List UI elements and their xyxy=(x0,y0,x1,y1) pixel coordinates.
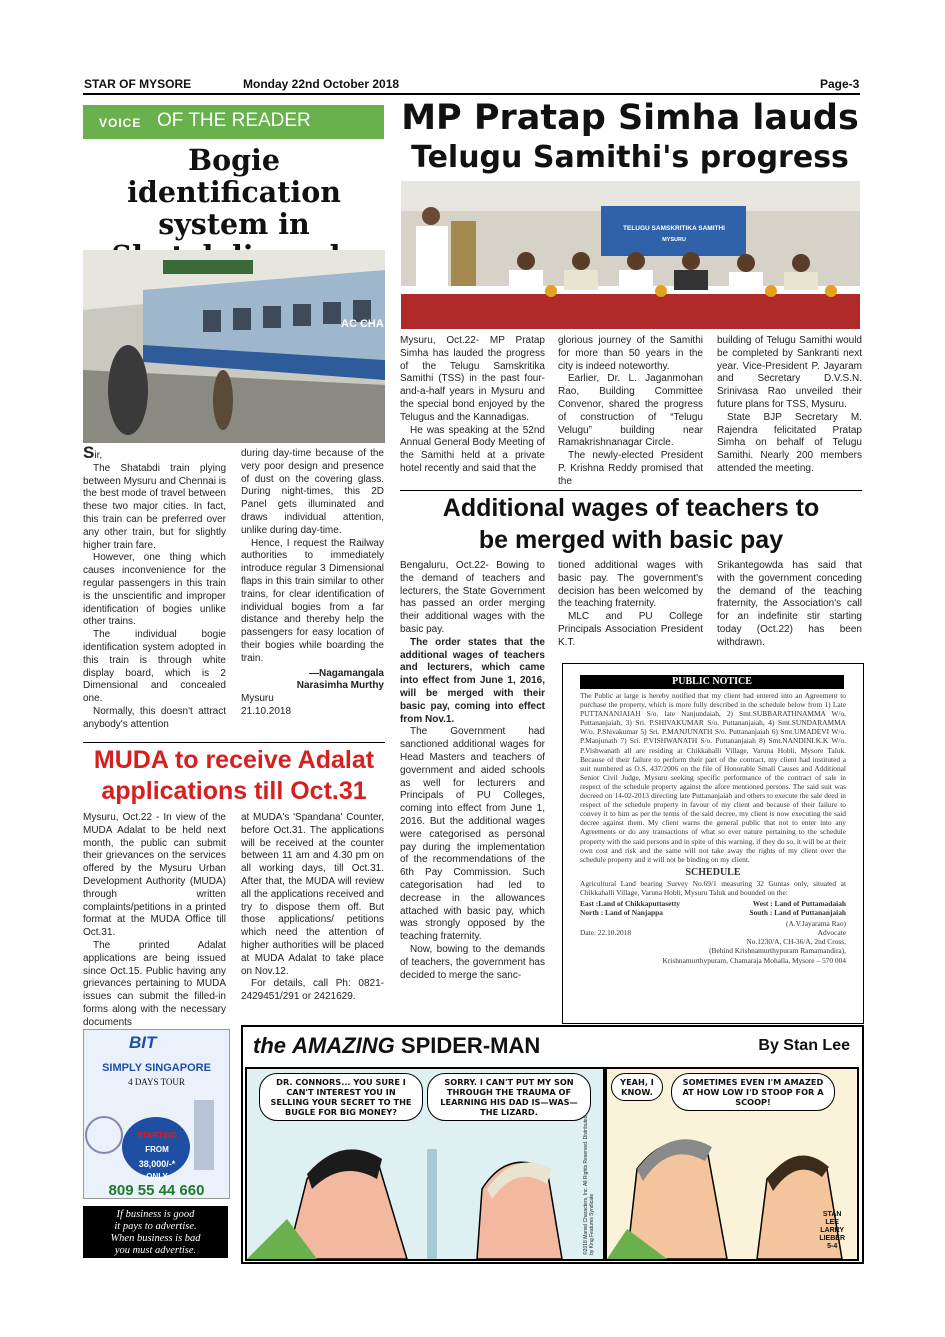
comic-title-the: the xyxy=(253,1033,286,1058)
comic-panel-1 xyxy=(245,1067,605,1261)
schedule-title: SCHEDULE xyxy=(685,866,741,878)
travel-ad xyxy=(83,1029,230,1199)
notice-date: Date: 22.10.2018 xyxy=(580,928,632,938)
comic-panel-2 xyxy=(605,1067,859,1261)
page-number: Page-3 xyxy=(820,77,860,91)
comic-title-amazing: AMAZING xyxy=(292,1033,395,1058)
comic-bubble: DR. CONNORS... YOU SURE I CAN'T INTEREST YOU IN SELLING YOUR SECRET TO THE BUGLE FOR BIG MONEY? xyxy=(259,1073,423,1121)
voice-para: The individual bogie identification system adopted in this train is through white display board, which is 2 Dimensional and concealed one. xyxy=(83,629,226,705)
comic-bubble: SOMETIMES EVEN I'M AMAZED AT HOW LOW I'D STOOP FOR A SCOOP! xyxy=(671,1073,835,1111)
salutation: ir, xyxy=(94,450,103,461)
muda-para: at MUDA's 'Spandana' Counter, before Oct.31. The applications will be received at the counter between 11 am and 4.30 pm on all working days, till Oct.31. After that, the MUDA will review all the applications received and try to dispose them off. But those applications/ petitions which need the attention of higher authorities will be placed at MUDA Adalat to take place on Nov.12. xyxy=(241,812,384,977)
wages-para: tioned additional wages with basic pay. The government's decision has been welcomed by the teaching fraternity. xyxy=(558,560,703,610)
simha-para: Mysuru, Oct.22- MP Pratap Simha has lauded the progress of the Telugu Samskritika Samithi (TSS) in the past four-and-a-half years in Mysuru and the special bond enjoyed by the Telugus and the Kannadigas. xyxy=(400,335,545,423)
ad-starting: STARTING xyxy=(136,1131,178,1140)
voice-col-1 xyxy=(83,443,226,732)
bound-north: North : Land of Nanjappa xyxy=(580,908,663,918)
voice-col-2 xyxy=(241,448,384,719)
meeting-photo xyxy=(401,181,860,329)
simha-para: State BJP Secretary M. Rajendra felicitated Pratap Simha on behalf of Telugu Samithi. Nearly 200 members attended the meeting. xyxy=(717,411,862,474)
notice-body: The Public at large is hereby notified that my client had entered into an Agreement to purchase the property, which is more fully described in the schedule below from 1) Late PUTTANANJAIAH S/o. late Nanjundaiah, 2) Smt.SUBBARATHNAMMA W/o. Puttananjaiah, 3) Sri. P.SHIVAKUMAR S/o. Puttananjaiah, 4) Smt.SUNDARAMMA W/o. P.Shivakumar 5) Sri. P.MANJUNATH S/o. Puttananjaiah 6) Smt.UMADEVI W/o. P.Manjunath 7) Sri. P.VISHWANATH S/o. Puttananjaiah 8) Smt.NANDINI.K.K W/o. P.Vishwanath all are residing at Chikkahalli Village, Varuna Hobli, Mysore Taluk. Because of their failure to perform their part of the contract, my client had instituted a suit numbered as O.S. 437/2006 on the file of Honorable Small Causes and Additional Senior Civil Judge, Mysuru seeking specific performance of the contract of sale in respect of the schedule property against the afore mentioned persons. The said suit was decreed on 14-02-2013 directing late Puttananjaiah and others to execute the sale deed in respect of the schedule property in favour of my client and because of their failure to convey it to him as per the terms of the said decree, my client is now executing the said decree against them. My client warns the general public that not to enter into any Agreements or do any transactions of what so ever nature pertaining to the schedule property with the said persons and in spite of this warning, if they do so, it will be at their own cost and risk and the same will not take away the rights of my client over the schedule property and it will not be binding on my client. xyxy=(580,691,846,864)
issue-date: Monday 22nd October 2018 xyxy=(243,77,400,91)
simha-headline-2: Telugu Samithi's progress xyxy=(411,140,849,175)
letter-place: Mysuru xyxy=(241,693,274,705)
muda-para: Mysuru, Oct.22 - In view of the MUDA Adalat to be held next month, the public can submit their grievances on the services offered by the Mysuru Urban Development Authority (MUDA) through written complaints/petitions in a printed format at the MUDA Office till Oct.31. xyxy=(83,812,226,939)
letter-date: 21.10.2018 xyxy=(241,705,292,717)
schedule-body: Agricultural Land bearing Survey No.69/1 measuring 32 Guntas only, situated at Chikkahalli Village, Varuna Hobli, Mysuru Taluk and bounded on the: xyxy=(580,878,846,897)
advocate-title: Advocate xyxy=(817,928,846,938)
advocate-name: (A.V.Jayarama Rao) xyxy=(786,919,846,929)
wages-col-1 xyxy=(400,560,545,982)
muda-para: The printed Adalat applications are being issued since Oct.15. Public having any grievances pertaining to MUDA issues can submit the filled-in forms along with the necessary documents xyxy=(83,939,226,1028)
wages-col-3 xyxy=(717,560,862,650)
bound-east: East :Land of Chikkaputtasetty xyxy=(580,898,680,908)
advertise-promo xyxy=(83,1206,228,1258)
wages-headline-1: Additional wages of teachers to xyxy=(442,494,820,522)
comic-credit-line: 5-4 xyxy=(827,1243,838,1250)
banner-text: TELUGU SAMSKRITIKA SAMITHI xyxy=(623,225,725,232)
comic-title xyxy=(253,1033,540,1059)
signature: Narasimha Murthy xyxy=(296,680,384,692)
voice-para: However, one thing which causes inconvenience for the regular passengers in this train is the unscientific and improper identification of bogies unlike other trains. xyxy=(83,552,226,628)
muda-col-2 xyxy=(241,812,384,1004)
ad-logo: BIT xyxy=(129,1033,157,1052)
ad-price: 38,000/-* xyxy=(138,1159,176,1169)
comic-credit-line: LEE xyxy=(825,1219,839,1226)
muda-para: For details, call Ph: 0821-2429451/291 or 2421629. xyxy=(241,978,384,1003)
comic-credit-line: LIEBER xyxy=(819,1235,845,1242)
wages-para: Srikantegowda has said that with the government conceding the demand of the teaching fraternity, the Association's call for an indefinite stir starting today (Oct.22) has been withdrawn. xyxy=(717,560,862,648)
wages-para: The Government had sanctioned additional wages for Head Masters and teachers of government and aided schools as well for lecturers and Principals of PU Colleges, coming into effect from June 1, 2016. But the additional wages were categorised as personal pay during the implementation of the recommendations of the 6th Pay Commission. Such categorisation had led to decrease in the allowances attached with basic pay, which was strongly opposed by the teaching fraternity. xyxy=(400,726,545,943)
comic-credit-line: LARRY xyxy=(820,1227,845,1234)
muda-col-1 xyxy=(83,812,226,1030)
ad-line-2: 4 DAYS TOUR xyxy=(128,1077,185,1087)
train-coach-label: AC CHA xyxy=(341,318,384,330)
train-photo xyxy=(83,250,385,443)
wages-para: MLC and PU College Principals Association President K.T. xyxy=(558,611,703,648)
wages-para-bold: The order states that the additional wages of teachers and lecturers, which came into effect from June 1, 2016, will be merged with their basic pay, coming into effect from Nov.1. xyxy=(400,636,545,725)
voice-kicker-bold: VOICE xyxy=(99,116,142,130)
muda-rule xyxy=(83,742,385,743)
comic-bubble: SORRY. I CAN'T PUT MY SON THROUGH THE TRAUMA OF LEARNING HIS DAD IS—WAS—THE LIZARD. xyxy=(427,1073,591,1121)
simha-headline-1: MP Pratap Simha lauds xyxy=(401,98,859,138)
voice-para: Hence, I request the Railway authorities to immediately introduce regular 3 Dimensional flaps in this train similar to other trains, for clear identification of individual bogies from a far distance and thereby help the passengers for easy location of their bogies while boarding the train. xyxy=(241,537,384,664)
voice-para: during day-time because of the very poor design and presence of dust on the covering glass. During night-times, this 2D Panel gets illuminated and draws individual attention, unlike during day-time. xyxy=(241,448,384,536)
signature: —Nagamangala xyxy=(308,667,384,679)
ad-only: ONLY xyxy=(146,1172,168,1181)
notice-title: PUBLIC NOTICE xyxy=(580,675,844,689)
advocate-address: No.1230/A, CH-36/A, 2nd Cross, xyxy=(746,937,846,947)
train-photo-art xyxy=(83,250,385,443)
banner-subtext: MYSURU xyxy=(662,237,686,243)
muda-headline: MUDA to receive Adalat applications till Oct.31 xyxy=(93,746,375,805)
wages-headline-2: be merged with basic pay xyxy=(478,526,784,554)
wages-para: Bengaluru, Oct.22- Bowing to the demand of teachers and lecturers, the State Government has passed an order merging their additional wages with the basic pay. xyxy=(400,560,545,635)
simha-col-3 xyxy=(717,335,862,476)
wages-rule xyxy=(400,490,862,491)
wages-col-2 xyxy=(558,560,703,650)
voice-para: The Shatabdi train plying between Mysuru and Chennai is the best mode of travel between these two major cities. In fact, this train can be preferred over any other train, but for slightly higher train fare. xyxy=(83,462,226,551)
simha-para: He was speaking at the 52nd Annual General Body Meeting of the Samithi held at a private hotel recently and said that the xyxy=(400,424,545,474)
voice-kicker xyxy=(83,105,384,139)
comic-copyright: ©2018 Marvel Characters, Inc. All Rights Reserved. Distributed by King Features Syndicate xyxy=(583,1115,595,1255)
promo-line: When business is bad xyxy=(110,1233,201,1244)
comic-credit-line: STAN xyxy=(822,1211,842,1218)
advocate-address: Krishnamurthypuram, Chamaraja Mohalla, Mysore – 570 004 xyxy=(662,955,846,965)
promo-line: If business is good xyxy=(116,1209,195,1220)
wages-para: Now, bowing to the demands of teachers, the government has decided to merge the sanc- xyxy=(400,943,545,981)
masthead-rule xyxy=(83,93,860,95)
comic-bubble: YEAH, I KNOW. xyxy=(611,1073,663,1101)
paper-name: STAR OF MYSORE xyxy=(84,77,192,91)
simha-para: building of Telugu Samithi would be completed by Sankranti next year. Vice-President P. Jayaram and Secretary D.V.S.N. Srinivasa Rao unveiled their future plans for TSS, Mysuru. xyxy=(717,335,862,410)
simha-para: The newly-elected President P. Krishna Reddy promised that the xyxy=(558,450,703,487)
dropcap: S xyxy=(83,443,95,462)
comic-credit xyxy=(819,1211,845,1251)
comic-strip xyxy=(241,1025,864,1264)
ad-line-1: SIMPLY SINGAPORE xyxy=(102,1062,211,1074)
simha-para: glorious journey of the Samithi for more than 50 years in the city is indeed noteworthy. xyxy=(558,335,703,372)
comic-title-main: SPIDER-MAN xyxy=(400,1033,541,1058)
bound-south: South : Land of Puttananjaiah xyxy=(749,908,846,918)
promo-line: it pays to advertise. xyxy=(114,1221,197,1232)
voice-headline: Bogie identification system in xyxy=(127,143,341,241)
ad-from: FROM xyxy=(145,1145,169,1154)
simha-col-1 xyxy=(400,335,545,476)
simha-para: Earlier, Dr. L. Jaganmohan Rao, Building Committee Convenor, shared the progress of construction of “Telugu Velugu” building near Ramakrishnanagar Circle. xyxy=(558,373,703,449)
comic-byline: By Stan Lee xyxy=(758,1037,850,1054)
advocate-address: (Behind Krishnamurthypuram Ramamandira), xyxy=(709,946,846,956)
promo-line: you must advertise. xyxy=(114,1245,197,1256)
public-notice xyxy=(562,663,864,1024)
voice-kicker-light: OF THE READER xyxy=(157,110,311,131)
simha-col-2 xyxy=(558,335,703,489)
ad-phone: 809 55 44 660 xyxy=(108,1182,205,1199)
voice-para: Normally, this doesn't attract anybody's attention xyxy=(83,705,226,730)
meeting-photo-art xyxy=(401,181,860,329)
bound-west: West : Land of Puttamadaiah xyxy=(752,898,846,908)
